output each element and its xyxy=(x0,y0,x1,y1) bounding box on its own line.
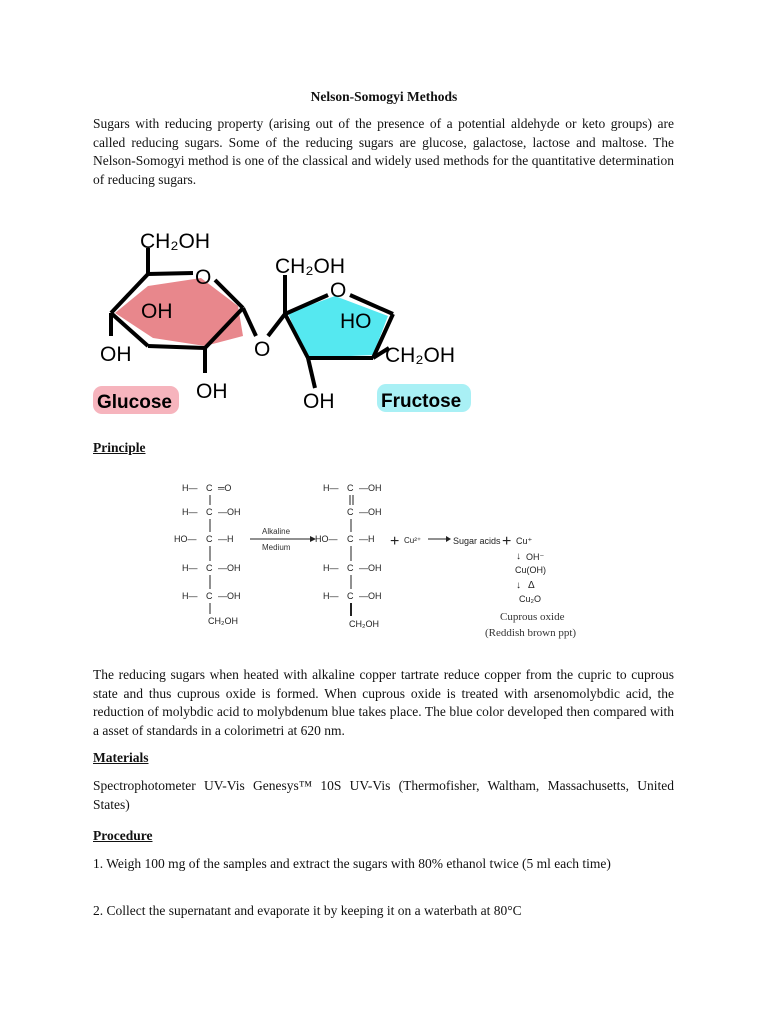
svg-text:C: C xyxy=(347,483,354,493)
fructose-ch2oh-right: CH₂OH xyxy=(385,344,455,367)
svg-text:—H: —H xyxy=(359,534,375,544)
sugar-acids-arrowhead xyxy=(446,536,451,542)
fructose-label: Fructose xyxy=(381,391,462,412)
down-arrow-2: ↓ xyxy=(516,580,521,591)
svg-text:H—: H— xyxy=(182,591,198,601)
svg-text:HO—: HO— xyxy=(315,534,338,544)
principle-paragraph: The reducing sugars when heated with alkaline copper tartrate reduce copper from the cupric to cuprous state and thus cuprous oxide is formed. When cuprous oxide is treated with arsenomolybdic acid, the reduction of molybdic acid to molybdenum blue takes place. The blue color developed then compared with a asset of standards in a colorimetri at 620 nm. xyxy=(93,667,674,738)
oh-minus-label: OH⁻ xyxy=(526,552,545,562)
svg-text:—OH: —OH xyxy=(359,563,382,573)
svg-text:C: C xyxy=(206,507,213,517)
procedure-step-2: 2. Collect the supernatant and evaporate it by keeping it on a waterbath at 80°C xyxy=(93,903,522,918)
svg-text:H—: H— xyxy=(182,483,198,493)
plus-sign-2: + xyxy=(502,533,512,550)
svg-text:CH₂OH: CH₂OH xyxy=(208,616,238,626)
enediol-chain xyxy=(315,483,382,629)
cu-oh-label: Cu(OH) xyxy=(515,565,546,575)
alkaline-label: Alkaline xyxy=(262,527,291,536)
svg-text:H—: H— xyxy=(323,563,339,573)
down-arrow-1: ↓ xyxy=(516,551,521,562)
cu2o-label: Cu₂O xyxy=(519,594,541,604)
glycosidic-o: O xyxy=(254,338,271,361)
svg-text:—OH: —OH xyxy=(359,507,382,517)
svg-text:C: C xyxy=(206,534,213,544)
delta-label: Δ xyxy=(528,580,535,591)
glucose-label: Glucose xyxy=(97,392,172,413)
svg-text:—OH: —OH xyxy=(218,591,241,601)
procedure-heading: Procedure xyxy=(93,828,153,843)
glucose-oh-bottom: OH xyxy=(196,380,228,403)
svg-text:C: C xyxy=(206,591,213,601)
svg-text:H—: H— xyxy=(182,507,198,517)
sucrose-structure-figure xyxy=(93,218,473,423)
glucose-open-chain xyxy=(174,483,241,626)
svg-text:CH₂OH: CH₂OH xyxy=(349,619,379,629)
fructose-oh-bottom: OH xyxy=(303,390,335,413)
svg-text:C: C xyxy=(347,591,354,601)
cuprous-oxide-label: Cuprous oxide xyxy=(500,611,565,623)
cuplus-label: Cu⁺ xyxy=(516,536,533,546)
materials-heading: Materials xyxy=(93,750,149,765)
glucose-ring-o: O xyxy=(195,266,212,289)
svg-text:—OH: —OH xyxy=(359,483,382,493)
glucose-ch2oh: CH₂OH xyxy=(140,230,210,253)
svg-text:—H: —H xyxy=(218,534,234,544)
fructose-ring-o: O xyxy=(330,279,347,302)
principle-heading: Principle xyxy=(93,440,146,455)
intro-paragraph: Sugars with reducing property (arising out of the presence of a potential aldehyde or keto groups) are called reducing sugars. Some of the reducing sugars are glucose, galactose, lactose and maltose. The Nelson-Somogyi method is one of the classical and widely used methods for the quantitative determination of reducing sugars. xyxy=(93,116,674,187)
svg-text:H—: H— xyxy=(182,563,198,573)
svg-text:—OH: —OH xyxy=(359,591,382,601)
glucose-oh-upper: OH xyxy=(141,300,173,323)
svg-text:C: C xyxy=(347,563,354,573)
svg-text:C: C xyxy=(206,563,213,573)
page-title: Nelson-Somogyi Methods xyxy=(310,89,458,104)
fructose-ch2oh-top: CH₂OH xyxy=(275,255,345,278)
svg-text:HO—: HO— xyxy=(174,534,197,544)
reddish-ppt-label: (Reddish brown ppt) xyxy=(485,627,577,639)
svg-text:C: C xyxy=(347,534,354,544)
svg-text:═O: ═O xyxy=(218,483,232,493)
svg-text:—OH: —OH xyxy=(218,507,241,517)
fructose-ho: HO xyxy=(340,310,372,333)
reaction-scheme-figure xyxy=(170,476,600,646)
procedure-step-1: 1. Weigh 100 mg of the samples and extract the sugars with 80% ethanol twice (5 ml each time) xyxy=(93,856,611,871)
glucose-oh-left: OH xyxy=(100,343,132,366)
svg-text:H—: H— xyxy=(323,483,339,493)
svg-text:H—: H— xyxy=(323,591,339,601)
plus-sign-1: + xyxy=(390,533,400,550)
sugar-acids-label: Sugar acids xyxy=(453,536,501,546)
cu2plus-label: Cu²⁺ xyxy=(404,536,422,545)
svg-text:C: C xyxy=(347,507,354,517)
svg-text:C: C xyxy=(206,483,213,493)
medium-label: Medium xyxy=(262,543,291,552)
svg-text:—OH: —OH xyxy=(218,563,241,573)
materials-paragraph: Spectrophotometer UV-Vis Genesys™ 10S UV-Vis (Thermofisher, Waltham, Massachusetts, United States) xyxy=(93,778,674,812)
